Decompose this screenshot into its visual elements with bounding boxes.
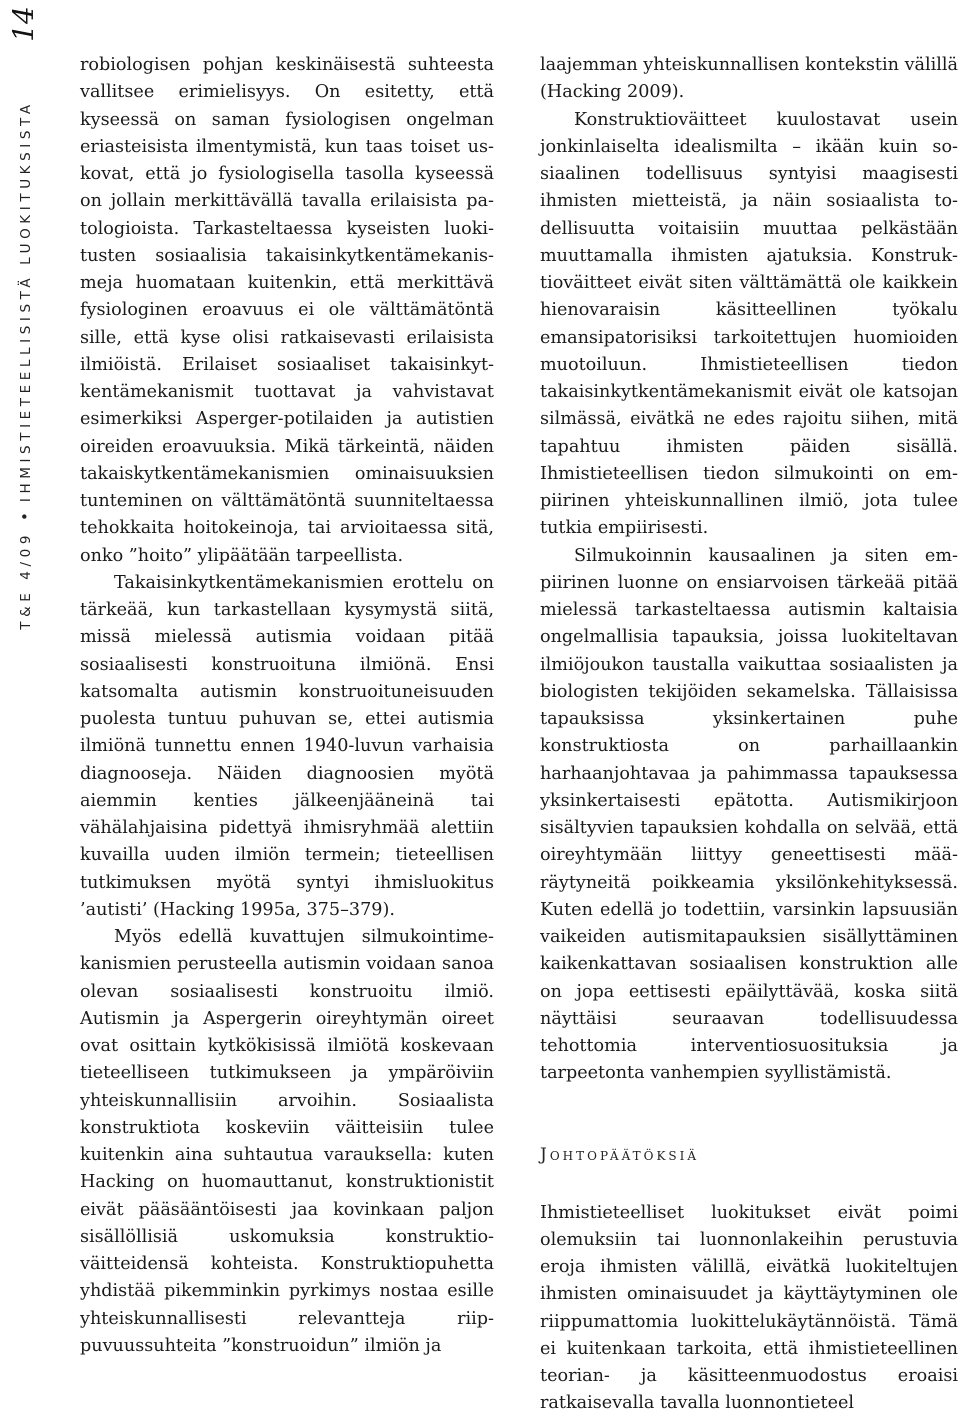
journal-label: T&E 4/09 — [18, 530, 34, 630]
running-head-bullet: • — [16, 512, 34, 521]
left-text-column — [80, 52, 494, 1360]
page-number: 14 — [7, 6, 40, 42]
article-title-label: IHMISTIETEELLISISTÄ LUOKITUKSISTA — [18, 100, 34, 503]
section-heading-conclusions: Johtopäätöksiä — [540, 1144, 700, 1165]
left-paragraph-1: robiologisen pohjan keskinäisestä suhteesta vallitsee erimielisyys. On esitetty, että kyseessä on saman fysiologisen ongelman eriasteisista ilmentymistä, kun taas toiset uskovat, että jo fysiologisella tasolla kyseessä on jollain merkittävällä tavalla erilaisista patologioista. Tarkasteltaessa kyseisten luokitusten sosiaalisia takaisinkytkentämekanismeja huomataan kuitenkin, että merkittävä fysiologinen eroavuus ei ole välttämätöntä sille, että kyse olisi ratkaisevasti erilaisista ilmiöistä. Erilaiset sosiaaliset takaisinkytkentämekanismit tuottavat ja vahvistavat esimerkiksi Asperger-potilaiden ja autistien oireiden eroavuuksia. Mikä tärkeintä, näiden takaiskytkentämekanismien ominaisuuksien tunteminen on välttämätöntä suunniteltaessa tehokkaita hoitokeinoja, tai arvioitaessa sitä, onko ”hoito” ylipäätään tarpeellista. — [80, 55, 494, 566]
right-paragraph-2: Konstruktioväitteet kuulostavat usein jonkinlaiselta idealismilta – ikään kuin sosiaalinen todellisuus syntyisi maagisesti ihmisten mietteistä, ja näin sosiaalista todellisuutta voitaisiin muuttaa pelkästään muuttamalla ihmisten ajatuksia. Konstruktioväitteet eivät siten välttämättä ole kaikkein hienovaraisin käsitteellinen työkalu emansipatorisiksi tarkoitettujen huomioiden muotoiluun. Ihmistieteellisen tiedon takaisinkytkentämekanismit eivät ole katsojan silmässä, eivätkä ne edes rajoitu siihen, mitä tapahtuu ihmisten päiden sisällä. Ihmistieteellisen tiedon silmukointi on empiirinen yhteiskunnallinen ilmiö, jota tulee tutkia empiirisesti. — [540, 109, 958, 539]
right-paragraph-3: Silmukoinnin kausaalinen ja siten empiirinen luonne on ensiarvoisen tärkeää pitää mielessä tarkasteltaessa autismin kaltaisia ongelmallisia tapauksia, joissa luokiteltavan ilmiöjoukon taustalla vaikuttaa sosiaalisten ja biologisten tekijöiden sekamelska. Tällaisissa tapauksissa yksinkertainen puhe konstruktiosta on parhaillaankin harhaanjohtavaa ja pahimmassa tapauksessa yksinkertaisesti epätotta. Autismikirjoon sisältyvien tapauksien kohdalla on selvää, että oireyhtymään liittyy geneettisesti määräytyneitä poikkeamia yksilönkehityksessä. Kuten edellä jo todettiin, varsinkin lapsuusiän vaikeiden autismitapauksien sisällyttäminen kaikenkattavan sosiaalisen konstruktion alle on jopa eettisesti epäilyttävää, koska siitä näyttäisi seuraavan todellisuudessa tehottomia interventiosuosituksia ja tarpeetonta vanhempien syyllistämistä. — [540, 545, 958, 1084]
running-head-text — [15, 75, 35, 655]
right-text-column — [540, 52, 958, 1418]
conclusions-paragraph-1: Ihmistieteelliset luokitukset eivät poimi olemuksiin tai luonnonlakeihin perustuvia eroja ihmisten välillä, eivätkä luokiteltujen ihmisten ominaisuudet ja käyttäytyminen ole riippumattomia luokittelukäytännöistä. Tämä ei kuitenkaan tarkoita, että ihmistieteellinen teorian- ja käsitteenmuodostus eroaisi ratkaisevalla tavalla luonnontieteel — [540, 1202, 958, 1414]
right-paragraph-1: laajemman yhteiskunnallisen kontekstin välillä (Hacking 2009). — [540, 55, 958, 103]
left-paragraph-3: Myös edellä kuvattujen silmukointimekanismien perusteella autismin voidaan sanoa olevan sosiaalisesti konstruoitu ilmiö. Autismin ja Aspergerin oireyhtymän oireet ovat osittain kytkökisissä ilmiötä koskevaan tieteelliseen tutkimukseen ja ympäröiviin yhteiskunnallisiin arvoihin. Sosiaalista konstruktiota koskeviin väitteisiin tulee kuitenkin aina suhtautua varauksella: kuten Hacking on huomauttanut, konstruktionistit eivät pääsääntöisesti jaa kovinkaan paljon sisällöllisiä uskomuksia konstruktioväitteidensä kohteista. Konstruktiopuhetta yhdistää pikemminkin pyrkimys nostaa esille yhteiskunnallisesti relevantteja riippuvuussuhteita ”konstruoidun” ilmiön ja — [80, 927, 494, 1356]
left-paragraph-2: Takaisinkytkentämekanismien erottelu on tärkeää, kun tarkastellaan kysymystä siitä, missä mielessä autismia voidaan pitää sosiaalisesti konstruoituna ilmiönä. Ensi katsomalta autismin konstruoituneisuuden puolesta tuntuu puhuvan se, ettei autismia ilmiönä tunnettu ennen 1940-luvun varhaisia diagnooseja. Näiden diagnoosien myötä aiemmin kenties jälkeenjääneinä tai vähälahjaisina pidettyä ihmisryhmää alettiin kuvailla uuden ilmiön termein; tieteellisen tutkimuksen myötä syntyi ihmisluokitus ’autisti’ (Hacking 1995a, 375–379). — [80, 572, 494, 920]
page-margin-spine — [0, 0, 50, 1407]
